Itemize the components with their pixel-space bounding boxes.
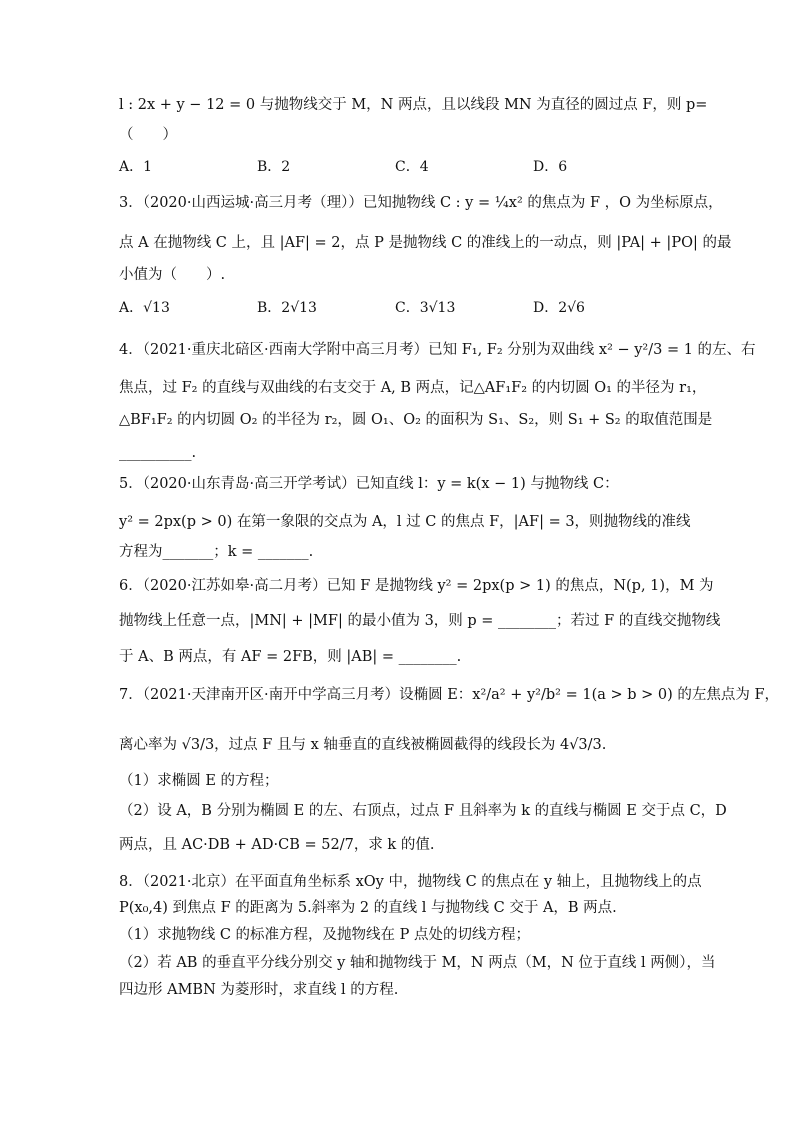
q3-line-2: 点 A 在抛物线 C 上，且 |AF| = 2，点 P 是抛物线 C 的准线上的一动点，则 |PA| + |PO| 的最	[119, 235, 732, 251]
choice-a: A．√13	[119, 300, 170, 316]
q5-line-2: y² = 2px(p > 0) 在第一象限的交点为 A，l 过 C 的焦点 F，|AF| = 3，则抛物线的准线	[119, 514, 691, 530]
q7-part-2-line-1: （2）设 A，B 分别为椭圆 E 的左、右顶点，过点 F 且斜率为 k 的直线与椭圆 E 交于点 C，D	[119, 803, 727, 819]
q8-part-2-line-1: （2）若 AB 的垂直平分线分别交 y 轴和抛物线于 M，N 两点（M，N 位于直线 l 两侧），当	[119, 955, 716, 971]
q2-stem: l : 2x + y − 12 = 0 与抛物线交于 M，N 两点，且以线段 MN 为直径的圆过点 F，则 p=	[119, 97, 708, 113]
choice-d: D．2√6	[533, 300, 585, 316]
q2-paren: （ ）	[119, 127, 177, 143]
choice-c: C．3√13	[395, 300, 456, 316]
q4-blank: __________.	[119, 445, 197, 461]
q7-line-2: 离心率为 √3/3，过点 F 且与 x 轴垂直的直线被椭圆截得的线段长为 4√3/3.	[119, 737, 607, 753]
choice-b: B．2	[257, 159, 291, 175]
q3-line-1: 3．（2020·山西运城·高三月考（理））已知抛物线 C : y = ¼x² 的焦点为 F ，O 为坐标原点，	[119, 195, 723, 211]
q6-line-1: 6．（2020·江苏如皋·高二月考）已知 F 是抛物线 y² = 2px(p > 1) 的焦点，N(p, 1)，M 为	[119, 578, 714, 594]
choice-d: D．6	[533, 159, 568, 175]
q8-line-1: 8．（2021·北京）在平面直角坐标系 xOy 中，抛物线 C 的焦点在 y 轴上，且抛物线上的点	[119, 874, 702, 890]
q6-line-3: 于 A、B 两点，有 AF = 2FB，则 |AB| = ________.	[119, 649, 462, 665]
q7-line-1: 7．（2021·天津南开区·南开中学高三月考）设椭圆 E：x²/a² + y²/b² = 1(a > b > 0) 的左焦点为 F，	[119, 687, 780, 703]
q8-line-2: P(x₀,4) 到焦点 F 的距离为 5.斜率为 2 的直线 l 与抛物线 C 交于 A，B 两点.	[119, 900, 617, 916]
q5-line-3: 方程为_______；k = _______.	[119, 544, 314, 560]
choice-a: A．1	[119, 159, 153, 175]
q4-line-3: △BF₁F₂ 的内切圆 O₂ 的半径为 r₂，圆 O₁、O₂ 的面积为 S₁、S₂，则 S₁ + S₂ 的取值范围是	[119, 412, 713, 428]
q4-line-2: 焦点，过 F₂ 的直线与双曲线的右支交于 A, B 两点，记△AF₁F₂ 的内切圆 O₁ 的半径为 r₁，	[119, 380, 707, 396]
q4-line-1: 4．（2021·重庆北碚区·西南大学附中高三月考）已知 F₁, F₂ 分别为双曲线 x² − y²/3 = 1 的左、右	[119, 342, 756, 358]
q5-line-1: 5．（2020·山东青岛·高三开学考试）已知直线 l：y = k(x − 1) 与抛物线 C：	[119, 476, 619, 492]
q8-part-2-line-2: 四边形 AMBN 为菱形时，求直线 l 的方程.	[119, 982, 399, 998]
q7-part-2-line-2: 两点，且 AC·DB + AD·CB = 52/7，求 k 的值.	[119, 837, 435, 853]
q2-choices	[119, 156, 689, 176]
q6-line-2: 抛物线上任意一点，|MN| + |MF| 的最小值为 3，则 p = ________；若过 F 的直线交抛物线	[119, 613, 721, 629]
choice-b: B．2√13	[257, 300, 317, 316]
q8-part-1: （1）求抛物线 C 的标准方程，及抛物线在 P 点处的切线方程；	[119, 927, 531, 943]
q7-part-1: （1）求椭圆 E 的方程；	[119, 773, 279, 789]
q3-line-3: 小值为（ ）.	[119, 267, 226, 283]
choice-c: C．4	[395, 159, 429, 175]
q3-choices	[119, 297, 689, 317]
